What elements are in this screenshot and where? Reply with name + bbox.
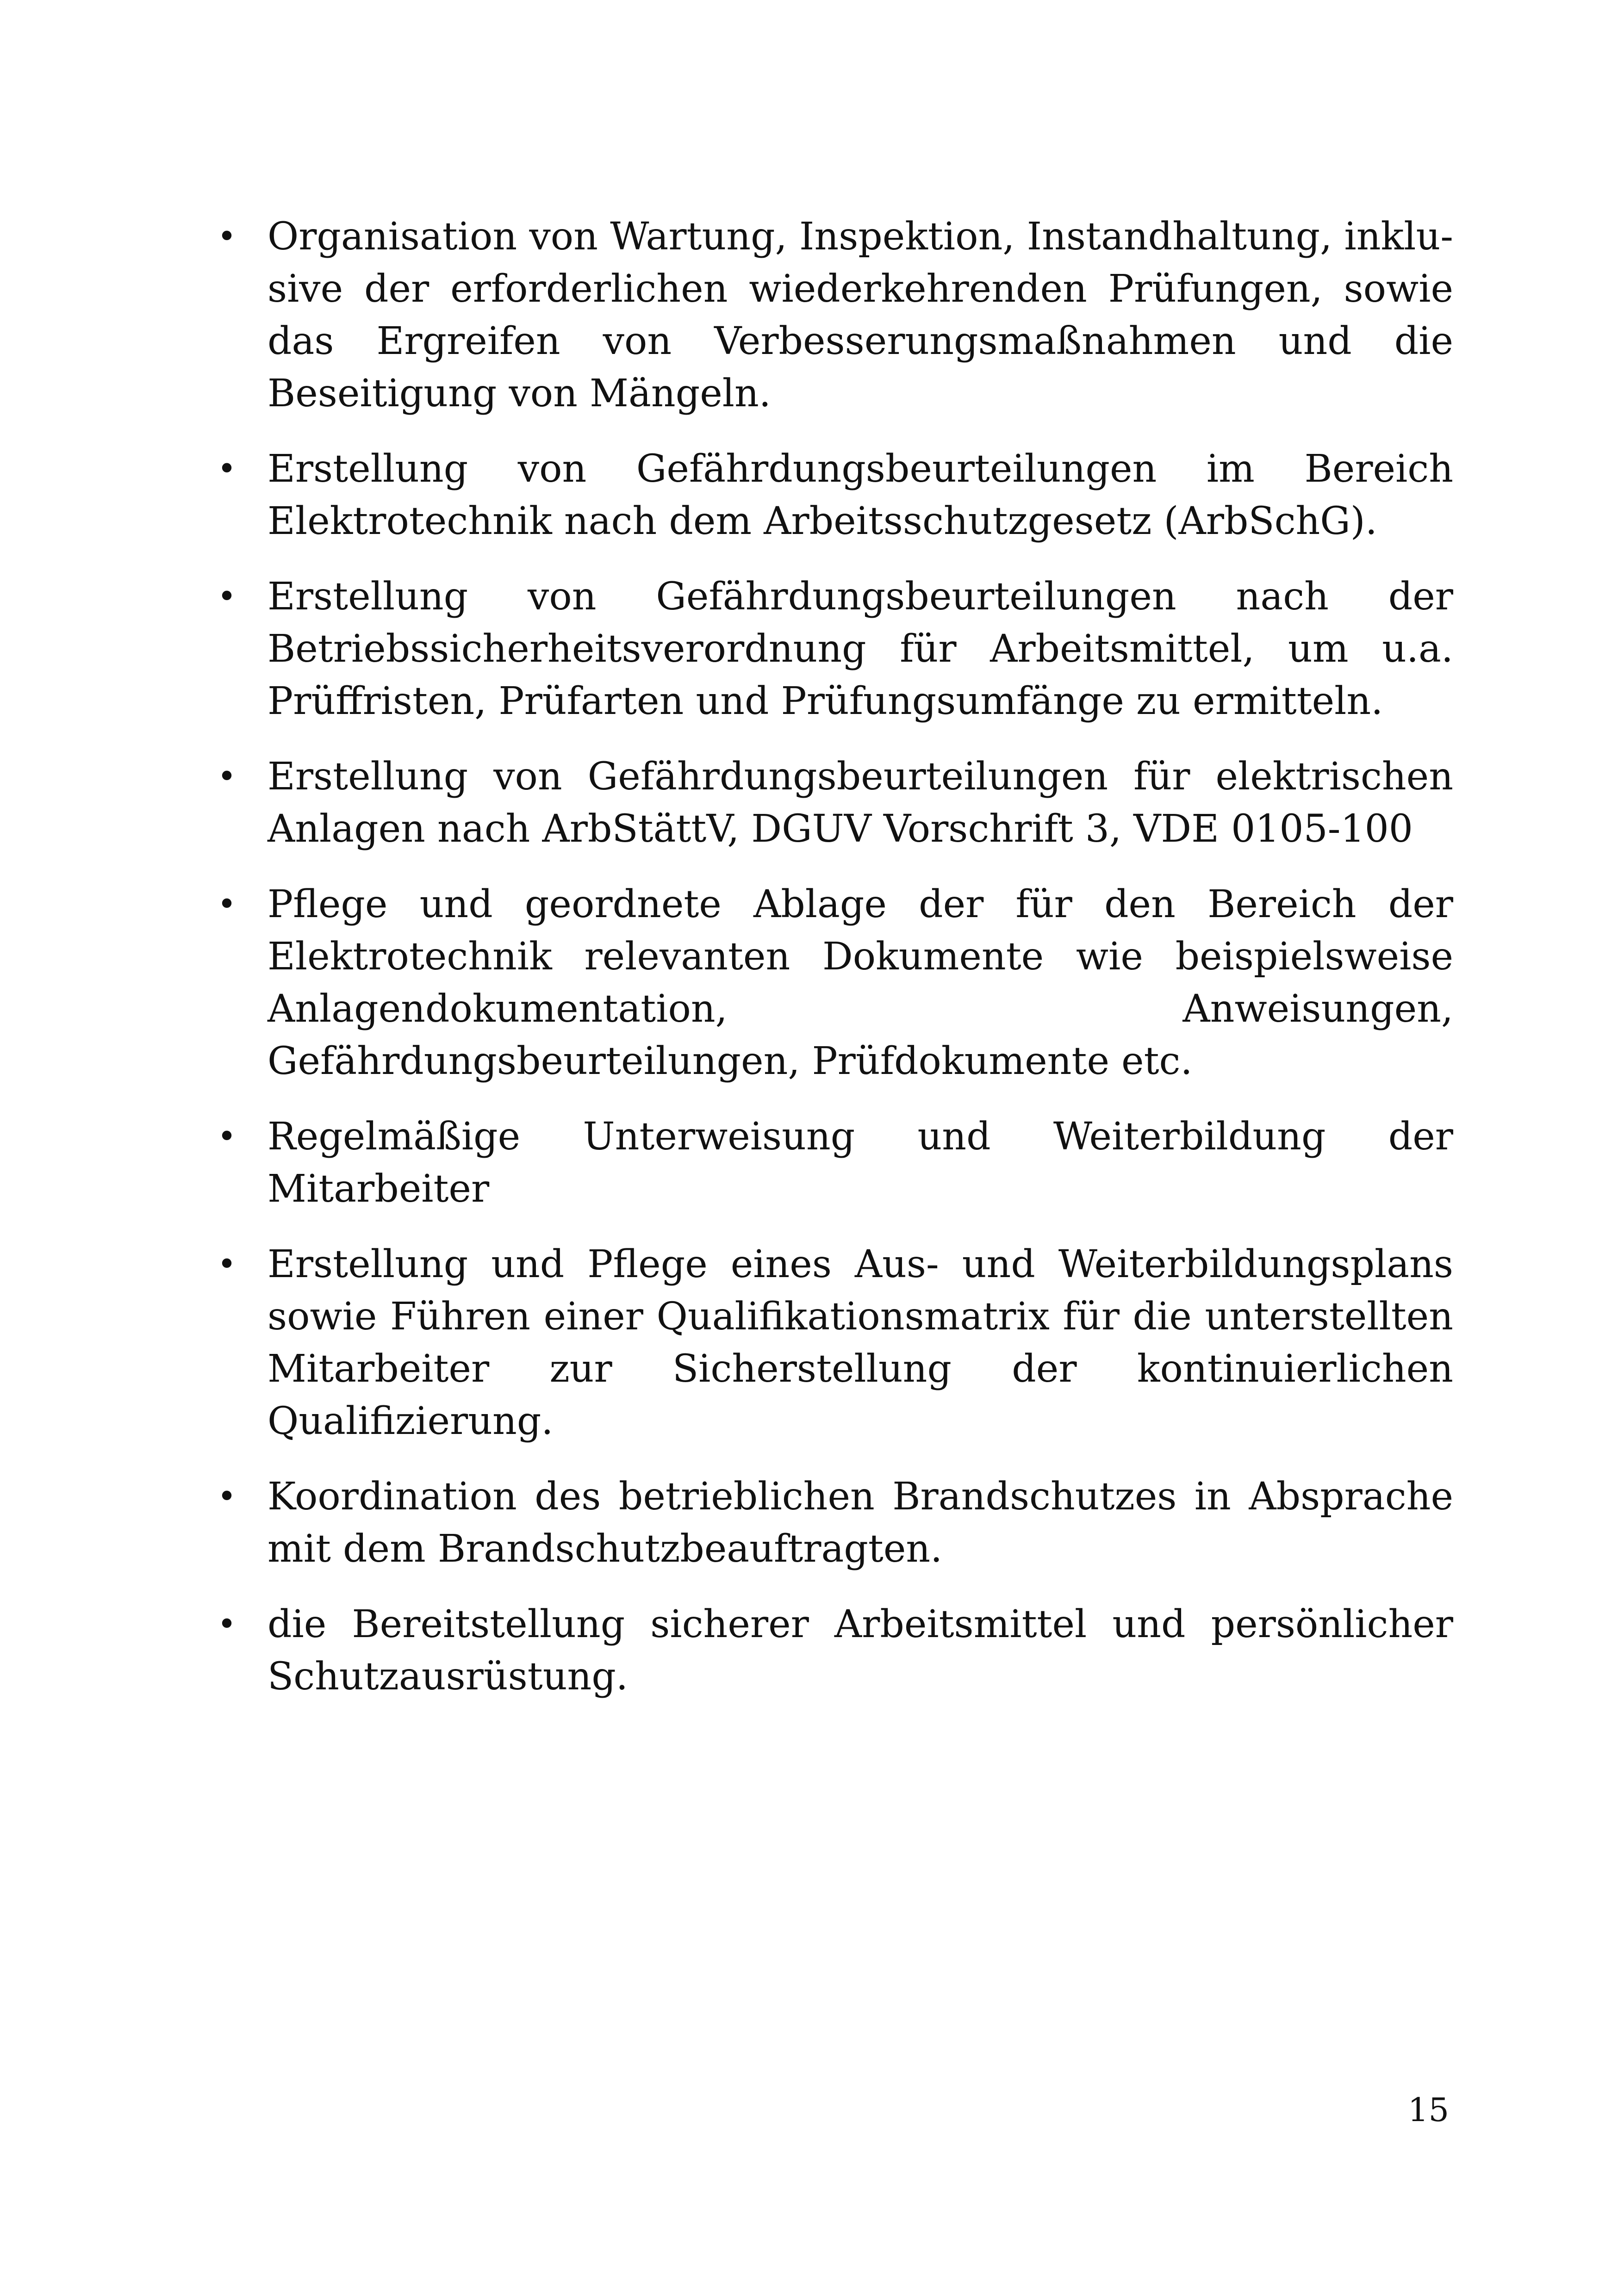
bullet-dot-icon: • [217,1117,236,1155]
list-item-text: Regelmäßige Unterweisung und Weiterbildung der Mitarbeiter [268,1115,1453,1211]
bullet-dot-icon: • [217,450,236,488]
list-item-text: Erstellung von Gefährdungsbeurteilungen im Bereich Elektrotechnik nach dem Arbeitsschutzgesetz (ArbSchG). [268,447,1453,543]
list-item [213,1598,1453,1703]
page-number: 15 [1407,2091,1449,2129]
list-item-text: die Bereitstellung sicherer Arbeitsmittel und persönlicher Schutzausrüstung. [268,1602,1453,1699]
list-item-text: Pflege und geordnete Ablage der für den Bereich der Elektrotechnik relevanten Dokumente wie beispielsweise Anlagendokumentation, Anweisungen, Gefährdungsbeurteilungen, Prüfdokumente etc. [268,882,1453,1083]
list-item-text: Erstellung von Gefährdungsbeurteilungen nach der Betriebssicherheitsverordnung für Arbeitsmittel, um u.a. Prüffristen, Prüfarten und Prüfungsumfänge zu ermitteln. [268,575,1453,723]
list-item [213,571,1453,727]
list-item-text: Erstellung und Pflege eines Aus- und Weiterbildungsplans sowie Führen einer Qualifikationsmatrix für die unterstellten Mitarbeiter zur Sicherstellung der kontinuierlichen Qualifizierung. [268,1242,1453,1443]
bullet-dot-icon: • [217,1245,236,1283]
bullet-dot-icon: • [217,885,236,923]
list-item-text: Erstellung von Gefährdungsbeurteilungen für elektrischen Anlagen nach ArbStättV, DGUV Vorschrift 3, VDE 0105-100 [268,755,1453,851]
list-item [213,211,1453,420]
list-item [213,1238,1453,1447]
list-item [213,1471,1453,1575]
bullet-dot-icon: • [217,1477,236,1515]
bullet-list [213,211,1453,1703]
bullet-dot-icon: • [217,217,236,255]
bullet-dot-icon: • [217,757,236,795]
list-item [213,443,1453,547]
list-item [213,878,1453,1087]
list-item-text: Koordination des betrieblichen Brandschutzes in Absprache mit dem Brandschutzbeauftragten. [268,1475,1453,1571]
bullet-dot-icon: • [217,577,236,615]
list-item-text: Organisation von Wartung, Inspektion, Instandhaltung, inklusive der erforderlichen wiederkehrenden Prüfungen, sowie das Ergreifen von Verbesserungsmaßnahmen und die Beseitigung von Mängeln. [268,215,1453,416]
bullet-dot-icon: • [217,1605,236,1643]
list-item [213,1111,1453,1215]
list-item [213,751,1453,855]
